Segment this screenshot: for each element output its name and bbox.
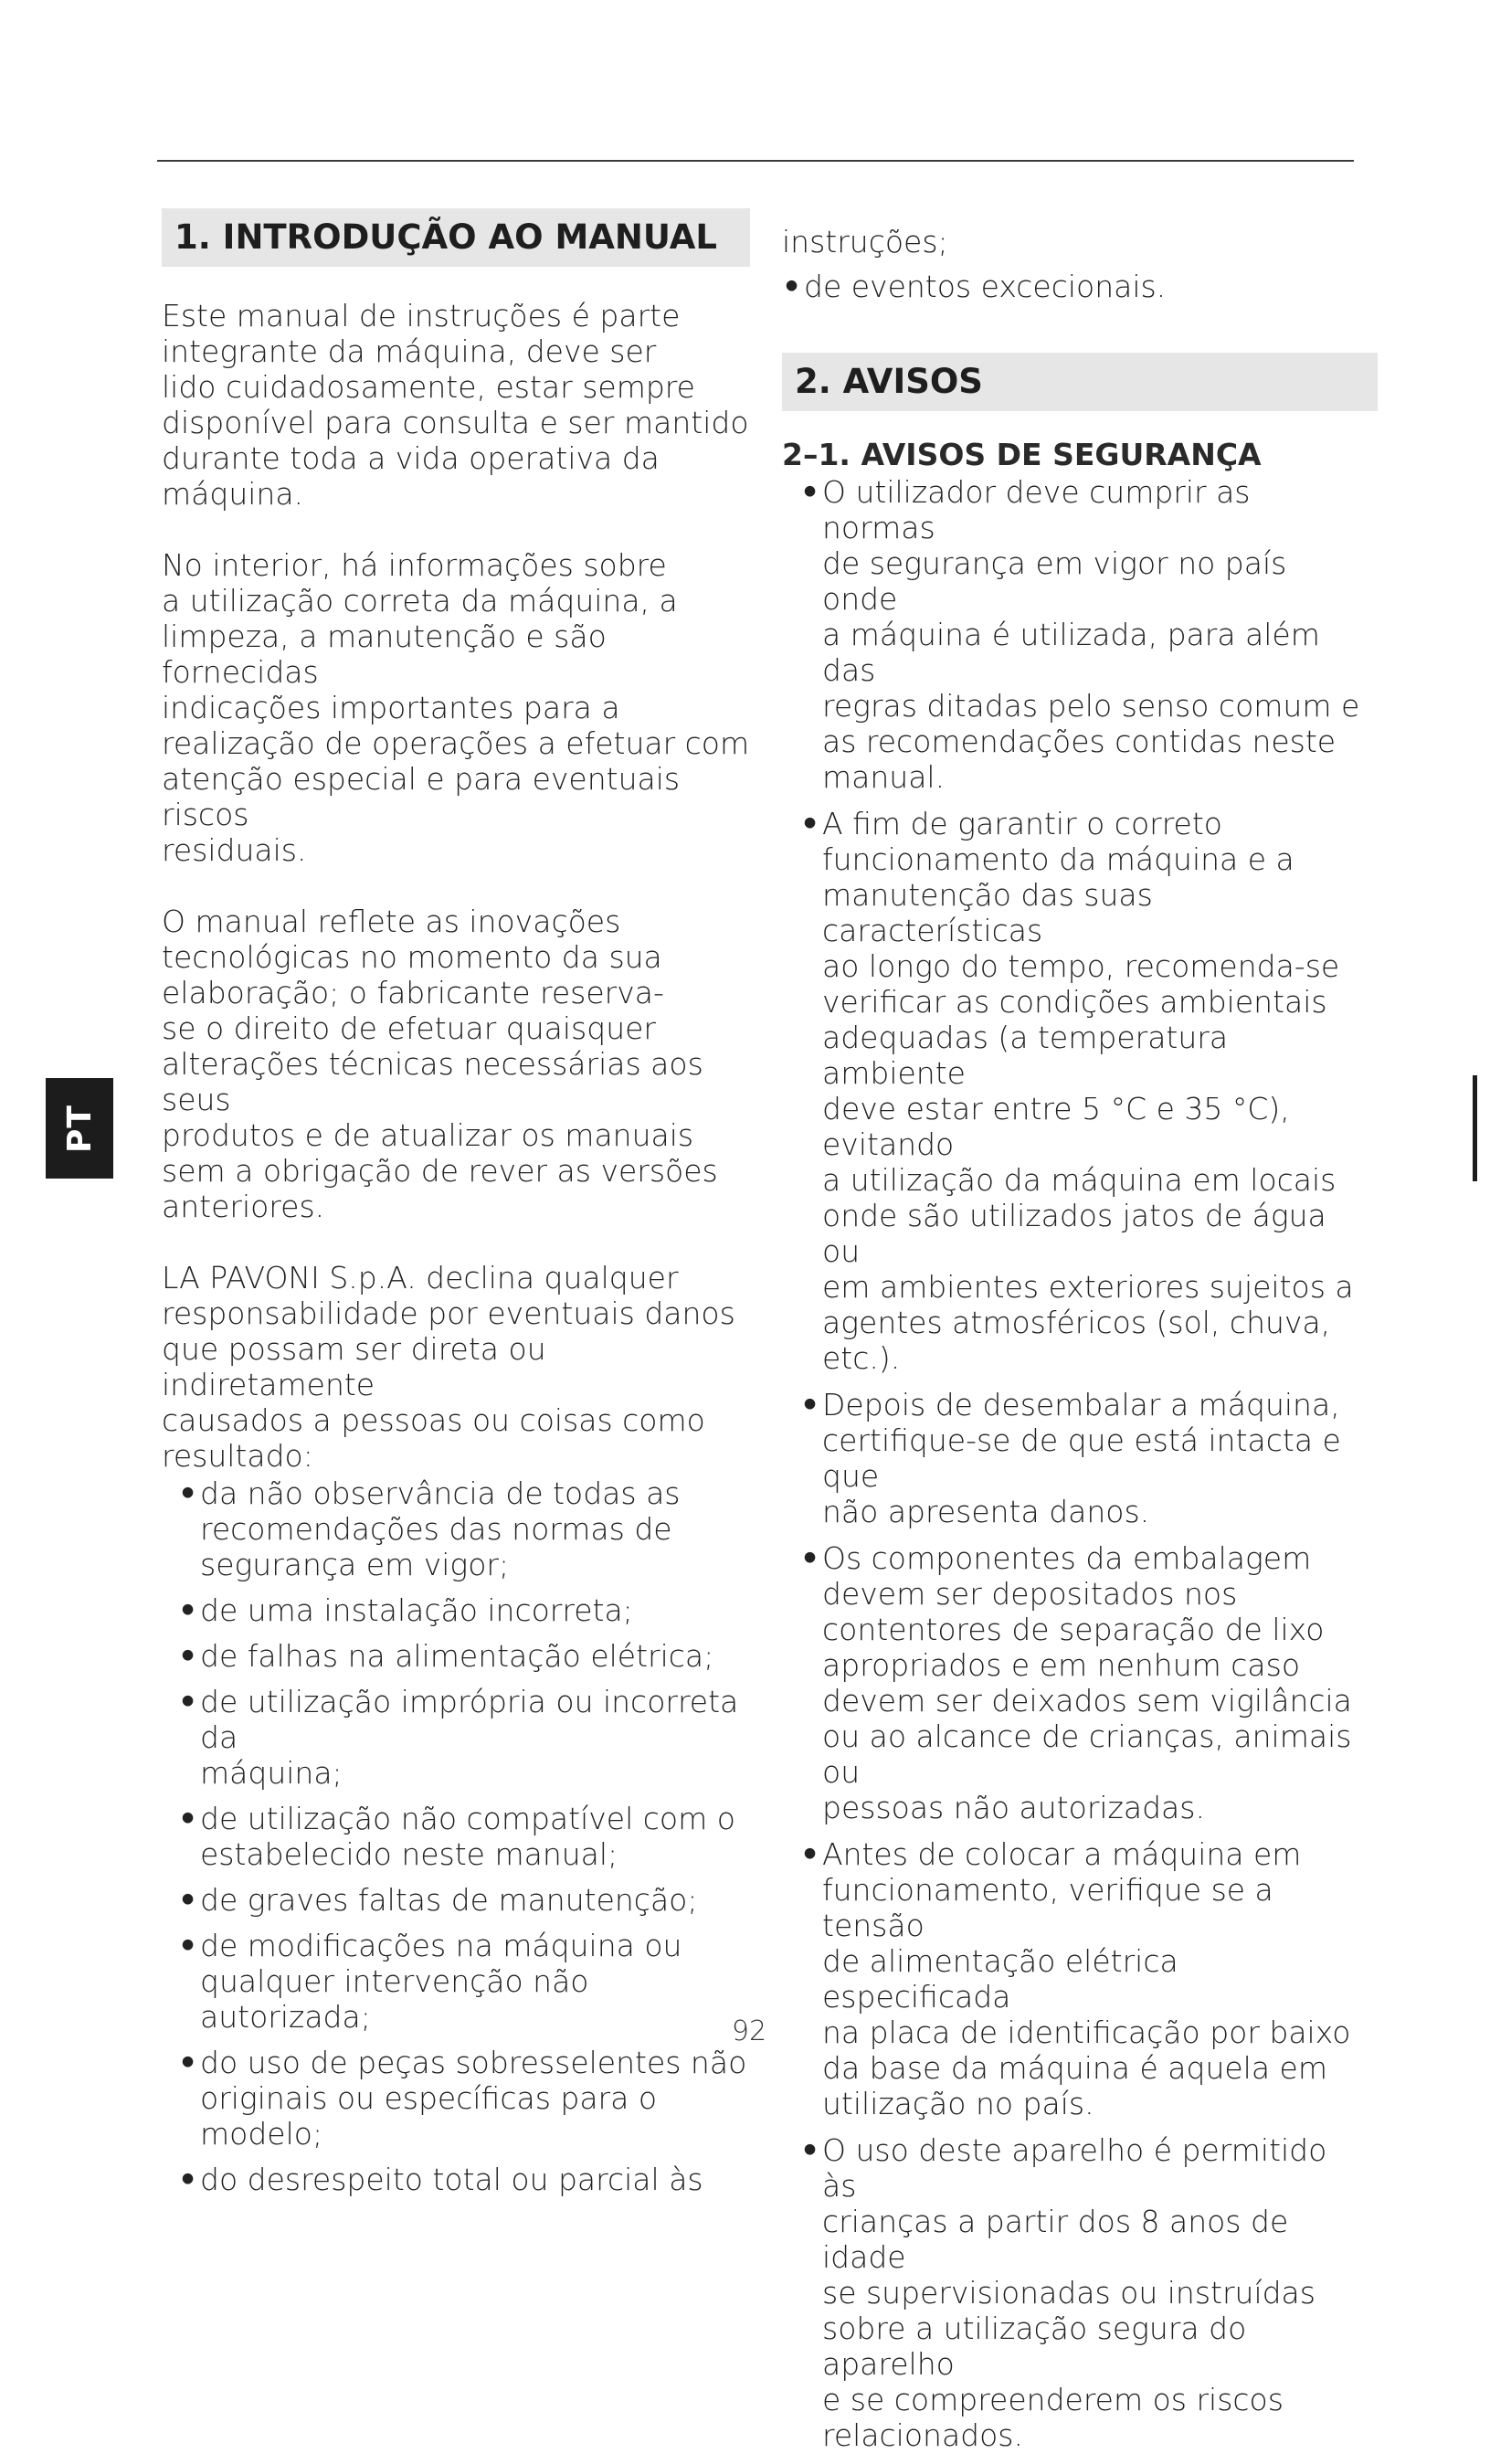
liability-list-item: • da não observância de todas as recomendações das normas de segurança em vigor;	[178, 1475, 756, 1582]
liability-list-item: • de modificações na máquina ou qualquer intervenção não autorizada;	[178, 1928, 756, 2035]
right-column	[782, 224, 1367, 2464]
section-heading-warnings: 2. AVISOS	[782, 353, 1378, 411]
continued-liability-list	[782, 269, 1367, 304]
continued-text: instruções;	[782, 224, 948, 259]
safety-warning-item: • A fim de garantir o correto funcionamento da máquina e a manutenção das suas características ao longo do tempo, recomenda-se verificar as condições ambientais adequadas (a temperatura ambiente deve estar entre 5 °C e 35 °C), evitando a utilização da máquina em locais onde são utilizados jatos de água ou em ambientes exteriores sujeitos a agentes atmosféricos (sol, chuva, etc.).	[800, 806, 1367, 1376]
safety-warnings-list	[800, 474, 1367, 2453]
intro-paragraph: Este manual de instruções é parte integrante da máquina, deve ser lido cuidadosamente, estar sempre disponível para consulta e ser mantido durante toda a vida operativa da máquina.	[162, 298, 749, 512]
liability-list-item: • de utilização não compatível com o estabelecido neste manual;	[178, 1801, 756, 1872]
edge-marker	[1473, 1075, 1477, 1181]
liability-list-item: • de utilização imprópria ou incorreta da máquina;	[178, 1684, 756, 1791]
header-rule	[157, 160, 1354, 162]
left-column	[162, 208, 756, 2207]
section-heading-introduction: 1. INTRODUÇÃO AO MANUAL	[162, 208, 750, 267]
safety-warning-item: • Depois de desembalar a máquina, certifique-se de que está intacta e que não apresenta danos.	[800, 1387, 1367, 1529]
language-tab-label: PT	[60, 1104, 99, 1153]
liability-list	[178, 1475, 756, 2197]
liability-paragraph: LA PAVONI S.p.A. declina qualquer responsabilidade por eventuais danos que possam ser direta ou indiretamente causados a pessoas ou coisas como resultado:	[162, 1260, 735, 1474]
page-number: 92	[731, 2015, 767, 2047]
safety-warning-item: • O utilizador deve cumprir as normas de segurança em vigor no país onde a máquina é utilizada, para além das regras ditadas pelo senso comum e as recomendações contidas neste manual.	[800, 474, 1367, 795]
intro-paragraph: O manual reflete as inovações tecnológicas no momento da sua elaboração; o fabricante reserva- se o direito de efetuar quaisquer alterações técnicas necessárias aos seus produtos e de atualizar os manuais sem a obrigação de rever as versões anteriores.	[162, 904, 718, 1224]
subsection-heading-safety: 2–1. AVISOS DE SEGURANÇA	[782, 437, 1262, 472]
liability-list-item: • do uso de peças sobresselentes não originais ou específicas para o modelo;	[178, 2045, 756, 2152]
liability-list-item: • do desrespeito total ou parcial às	[178, 2162, 756, 2197]
liability-list-item: • de falhas na alimentação elétrica;	[178, 1638, 756, 1674]
safety-warning-item: • Antes de colocar a máquina em funcionamento, verifique se a tensão de alimentação elétrica especificada na placa de identificação por baixo da base da máquina é aquela em utilização no país.	[800, 1836, 1367, 2121]
liability-list-item: • de graves faltas de manutenção;	[178, 1882, 756, 1918]
safety-warning-item: • Os componentes da embalagem devem ser depositados nos contentores de separação de lixo apropriados e em nenhum caso devem ser deixados sem vigilância ou ao alcance de crianças, animais ou pessoas não autorizadas.	[800, 1540, 1367, 1825]
safety-warning-item: • O uso deste aparelho é permitido às crianças a partir dos 8 anos de idade se supervisionadas ou instruídas sobre a utilização segura do aparelho e se compreenderem os riscos relacionados.	[800, 2132, 1367, 2453]
language-tab	[46, 1078, 113, 1179]
intro-paragraph: No interior, há informações sobre a utilização correta da máquina, a limpeza, a manutenção e são fornecidas indicações importantes para a realização de operações a efetuar com atenção especial e para eventuais riscos residuais.	[162, 547, 750, 868]
liability-list-item: • de eventos excecionais.	[782, 269, 1367, 304]
liability-list-item: • de uma instalação incorreta;	[178, 1592, 756, 1628]
